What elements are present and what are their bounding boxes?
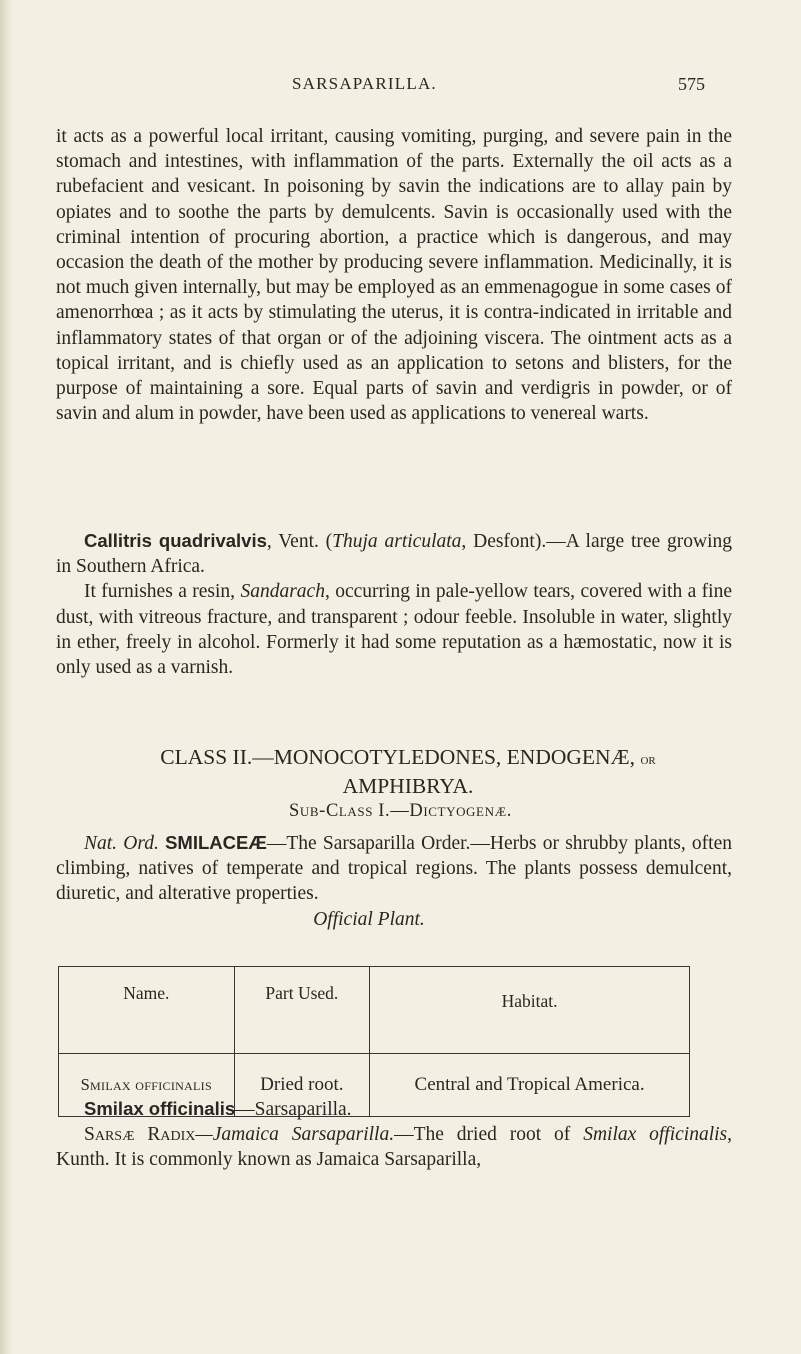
sarsae-rest: , Kunth. It is commonly known as Jamaica Sarsaparilla, [56,1124,733,1171]
smilax-heading-rest: —Sarsaparilla. [235,1099,352,1120]
smilaceae-rest: —The Sarsaparilla Order.—Herbs or shrubby plants, often climbing, natives of temperate and tropical regions. The plants possess demulcent, diuretic, and alterative properties. [56,833,733,905]
smilax-heading [56,1096,732,1122]
sandarach-rest: , occurring in pale-yellow tears, covered with a fine dust, with vitreous fracture, and transparent ; odour feeble. Insoluble in water, slightly in ether, freely in alcohol. Formerly it had some reputation as a hæmostatic, now it is only used as a varnish. [56,581,732,679]
table-cell: Central and Tropical America. [370,1054,690,1117]
smilax-name: Smilax officinalis [84,1098,236,1119]
sarsae-species: Smilax officinalis [583,1124,728,1146]
class-heading-or: or [640,751,656,768]
sarsae-lead: Sarsæ Radix [84,1124,196,1146]
callitris-rest: , Desfont).—A large tree growing in Southern Africa. [56,531,732,578]
class-heading [78,744,738,799]
class-heading-text: CLASS II.—MONOCOTYLEDONES, ENDOGENÆ, [160,745,636,769]
page-number: 575 [678,74,705,94]
table-cell: Dried root. [234,1054,370,1117]
callitris-paragraph [56,528,732,579]
page-header [0,74,801,104]
table-header-cell: Habitat. [370,967,690,1054]
table-header-cell: Name. [59,967,235,1054]
page-edge-shadow [0,0,14,1354]
table-header-cell: Part Used. [234,967,370,1054]
smilaceae-paragraph [56,830,732,907]
table-cell: Smilax officinalis [59,1054,235,1117]
order-name: SMILACEÆ [165,832,267,853]
smilax-block [56,1096,732,1173]
official-plant-heading [6,907,732,932]
official-plant-heading-text: Official Plant. [313,908,425,930]
savin-paragraph: it acts as a powerful local irritant, causing vomiting, purging, and severe pain in the stomach and intestines, with inflammation of the parts. Externally the oil acts as a rubefacient and vesicant. In poisoning by savin the indications are to allay pain by opiates and to soothe the parts by demulcents. Savin is occasionally used with the criminal intention of procuring abortion, a practice which is dangerous, and may occasion the death of the mother by producing severe inflammation. Medicinally, it is not much given internally, but may be employed as an emmenagogue in some cases of amenorrhœa ; as it acts by stimulating the uterus, it is contra-indicated in irritable and inflammatory states of that organ or of the adjoining viscera. The ointment acts as a topical irritant, and is chiefly used as an application to setons and blisters, for the purpose of maintaining a sore. Equal parts of savin and verdigris in powder, or of savin and alum in powder, have been used as applications to venereal warts. [56,126,732,425]
sandarach-lead: It furnishes a resin, [84,581,241,603]
callitris-name: Callitris quadrivalvis [84,530,267,551]
official-plant-table [58,966,690,1117]
table-header-row [59,967,690,1054]
class-heading-line1 [78,744,738,773]
sarsae-italic: —Jamaica Sarsaparilla. [195,1124,395,1146]
sarsae-paragraph [56,1122,732,1172]
subclass-heading: Sub-Class I.—Dictyogenæ. [289,801,512,821]
savin-paragraph-block [56,124,732,426]
sandarach-paragraph [56,579,732,680]
sandarach-name: Sandarach [240,581,325,603]
running-head: SARSAPARILLA. [292,74,437,93]
callitris-synonym: Thuja articulata [332,531,462,552]
callitris-block [56,528,732,680]
class-heading-line2: AMPHIBRYA. [342,774,474,798]
smilaceae-block [56,830,732,932]
sarsae-middle: —The dried root of [394,1124,584,1146]
callitris-author: , Vent. ( [266,531,333,552]
nat-ord-abbr: Nat. Ord. [84,833,159,854]
